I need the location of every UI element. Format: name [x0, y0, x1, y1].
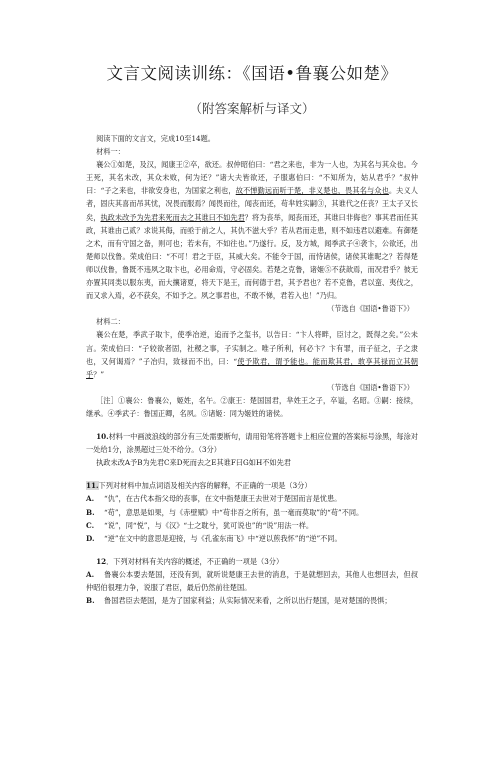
question-12	[86, 555, 418, 568]
material-two-text-a: 襄公在楚，季武子取卞，使季冶逆，追而予之玺书，以告曰：“卞人将畔，臣讨之，既得之矣。”公未言。荣成伯曰：“子较欲者固，社稷之事，子实制之。唯子所利，何必卞？卞有罪，而子征之，子之隶也，又何谒焉？”子冶归，致禄而不出，曰：“	[86, 330, 418, 366]
question-10-number: 10.	[96, 432, 109, 442]
page-subtitle: （附答案解析与译文）	[189, 101, 315, 116]
material-two-paragraph	[86, 328, 418, 380]
underlined-sentence-two: 使予欺君，谓予能也。能而欺其君，敢享其禄而立其朝乎	[86, 356, 418, 379]
q11-option-d: D. “逆”在文中的意思是迎接，与《孔雀东南飞》中“逆以煎我怀”的“逆”不同。	[86, 533, 342, 543]
q12-option-b: B. 鲁国君臣去楚国，是为了国家利益；从实际情况来看，之所以出行楚国，是对楚国的畏惧；	[86, 596, 392, 606]
q11-option-b: B. “苟”，意思是如果，与《赤壁赋》中“苟非吾之所有，虽一毫而莫取”的“苟”不同。	[86, 507, 364, 517]
material-one-text-c: ？将为丧举，闻丧而还，其谁曰非侮也？事其君而任其政，其谁由己贰？求说其侮，而亟于前之人，其仇不滋大乎？若从君而走患，则不如违君以避难。有御楚之术，而有守国之备，则可也；若未有，不如往也。”乃遂行。反，及方城，闻季武子④袭卞，公欲还，出楚师以伐鲁。荣成伯曰：“不可！君之于臣，其威大矣。不能令于国，而恃诸侯，诸侯其谁昵之？若得楚师以伐鲁，鲁既不违夙之取卞也，必用命焉，守必固矣。若楚之克鲁，诸姬⑤不获歆焉，而况君乎？彼无亦置其同类以服东夷，而大攘诸夏，将天下是王，而何德于君，其予君也？若不克鲁，君以蛮、夷伐之，而又求入焉，必不获矣，不如予之。夙之事君也，不敢不悌，君若入也！”乃归。	[86, 212, 418, 301]
underlined-sentence: 故不惮勤远而听于楚，非义楚也，畏其名与众也	[235, 186, 389, 196]
question-12-options	[86, 568, 418, 607]
material-two-text-b: ？”	[93, 369, 105, 379]
question-12-stem: ．下列对材料有关内容的概述，不正确的一项是（3分）	[106, 556, 284, 566]
material-one-text-b: 。夫义人者，固庆其喜而吊其忧，况畏而服焉？闻畏而往，闻丧而还，苟芈姓实嗣③，其谁代之任丧？王太子又长矣，	[86, 186, 418, 222]
material-one-paragraph	[86, 158, 418, 302]
material-two-label: 材料二：	[96, 317, 125, 327]
document-page	[0, 62, 500, 769]
question-11-options	[86, 492, 418, 544]
question-10-line: 执政未改A予B为先君C来D死而去之E其谁F曰G如H不如先君	[96, 458, 291, 468]
document-body	[86, 132, 418, 607]
question-11	[86, 479, 418, 492]
q12-option-a: A. 鲁襄公本要去楚国，还没有到，就听说楚康王去世的消息，于是就想回去，其他人也想回去，但叔仲昭伯很理力争，说服了君臣，最后仍然前往楚国。	[86, 569, 418, 592]
q11-option-c: C. “说”，同“悦”，与《汉》“士之耽兮，犹可说也”的“说”用法一样。	[86, 520, 314, 530]
wavy-line-passage: 执政未改予为先君来死而去之其谁曰不如先君	[100, 212, 245, 222]
question-10	[86, 430, 418, 456]
question-11-stem: 下列对材料中加点词语及相关内容的解释，不正确的一项是（3分）	[98, 481, 312, 491]
annotation-note: ［注］①襄公：鲁襄公，姬姓，名午。②康王：楚国国君，芈姓王之子，卒谥，名昭。③嗣：接续，继承。④季武子：鲁国正卿，名夙。⑤诸姬：同为姬姓的诸侯。	[86, 395, 418, 418]
material-one-source: （节选自《国语•鲁语下》）	[327, 304, 414, 314]
question-12-number: 12	[96, 556, 107, 566]
question-11-number: 11.	[86, 481, 99, 491]
material-one-text-a: 襄公①如楚，及汉，闻康王②卒，欲还。叔仲昭伯曰：“君之来也，非为一人也，为其名与其众也。今王死，其名未改，其众未败，何为还？”诸大夫皆欲还，子服惠伯曰：“不知所为，姑从君乎？”叔仲曰：“子之来也，非欲安身也，为国家之利也，	[86, 160, 418, 196]
page-title: 文言文阅读训练：《国语•鲁襄公如楚》	[106, 64, 398, 83]
question-10-stem: 材料一中画波浪线的部分有三处需要断句，请用铅笔将答题卡上相应位置的答案标号涂黑，每涂对一处给1分，涂黑超过三处不给分。（3分）	[86, 432, 418, 455]
q11-option-a: A. “仇”，在古代本指父母的丧事，在文中指楚康王去世对于楚国而言是忧患。	[86, 494, 342, 504]
material-two-source: （节选自《国语•鲁语下》）	[327, 382, 414, 392]
material-one-label: 材料一：	[96, 147, 125, 157]
intro-text: 阅读下面的文言文，完成10至14题。	[96, 134, 215, 143]
